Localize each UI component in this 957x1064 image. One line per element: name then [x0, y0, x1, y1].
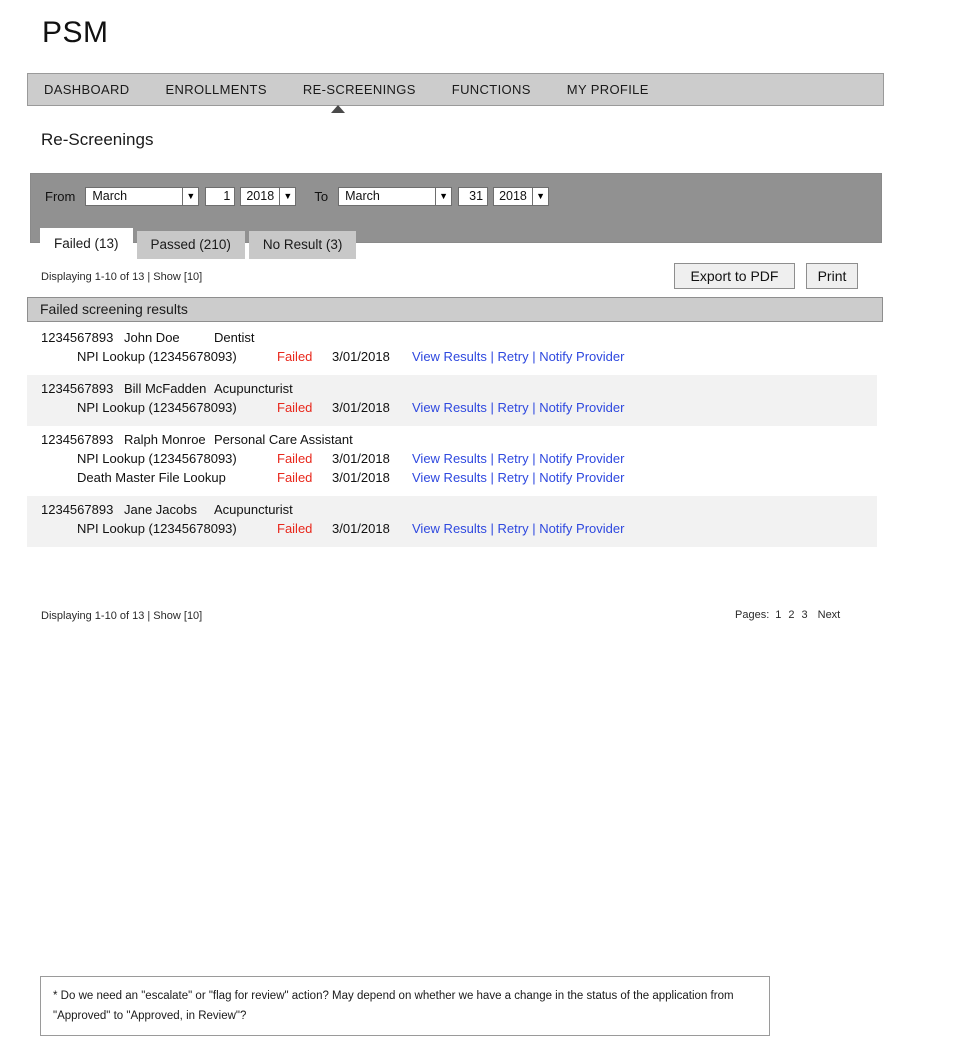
- from-month-value: March: [92, 189, 128, 203]
- link-separator: |: [528, 400, 540, 415]
- result-group: [27, 324, 877, 375]
- main-navigation: [27, 73, 884, 106]
- provider-summary-row: [27, 499, 877, 519]
- provider-type: Dentist: [214, 329, 255, 345]
- view-results-link[interactable]: View Results: [412, 451, 487, 466]
- check-name: NPI Lookup (12345678093): [77, 349, 237, 364]
- pagination-page-3[interactable]: 3: [801, 609, 808, 621]
- row-action-links: [412, 521, 624, 536]
- screening-check-row: [27, 519, 877, 538]
- provider-name: Bill McFadden: [124, 380, 207, 396]
- footnote-line-2: "Approved" to "Approved, in Review"?: [53, 1010, 247, 1022]
- provider-name: Ralph Monroe: [124, 431, 206, 447]
- result-group: [27, 375, 877, 426]
- from-label: From: [45, 188, 76, 204]
- notify-provider-link[interactable]: Notify Provider: [539, 400, 625, 415]
- app-title: PSM: [42, 16, 109, 49]
- provider-summary-row: [27, 327, 877, 347]
- nav-item-dashboard[interactable]: DASHBOARD: [44, 82, 130, 97]
- status-badge: Failed: [277, 521, 313, 536]
- row-action-links: [412, 349, 624, 364]
- link-separator: |: [486, 349, 498, 364]
- status-badge: Failed: [277, 451, 313, 466]
- chevron-down-icon: ▼: [435, 188, 451, 205]
- tab-failed[interactable]: Failed (13): [40, 228, 133, 259]
- check-name: Death Master File Lookup: [77, 470, 226, 485]
- to-year-value: 2018: [499, 189, 527, 203]
- from-day-input[interactable]: [205, 187, 235, 206]
- retry-link[interactable]: Retry: [497, 400, 529, 415]
- chevron-down-icon: ▼: [279, 188, 295, 205]
- nav-item-list: [28, 74, 883, 105]
- check-name: NPI Lookup (12345678093): [77, 400, 237, 415]
- print-button[interactable]: Print: [806, 263, 858, 289]
- status-badge: Failed: [277, 470, 313, 485]
- link-separator: |: [486, 470, 498, 485]
- check-date: 3/01/2018: [332, 400, 390, 415]
- nav-item-my-profile[interactable]: MY PROFILE: [566, 82, 649, 97]
- check-name: NPI Lookup (12345678093): [77, 451, 237, 466]
- record-count-bottom: Displaying 1-10 of 13 | Show [10]: [41, 610, 203, 622]
- retry-link[interactable]: Retry: [497, 451, 529, 466]
- notify-provider-link[interactable]: Notify Provider: [539, 349, 625, 364]
- results-section-header: Failed screening results: [27, 297, 883, 322]
- nav-item-re-screenings[interactable]: RE-SCREENINGS: [302, 82, 416, 97]
- link-separator: |: [528, 451, 540, 466]
- to-year-select[interactable]: [493, 187, 549, 206]
- footnote-box: [40, 976, 770, 1036]
- check-name: NPI Lookup (12345678093): [77, 521, 237, 536]
- screening-check-row: [27, 449, 877, 468]
- provider-name: John Doe: [124, 329, 180, 345]
- provider-type: Personal Care Assistant: [214, 431, 353, 447]
- retry-link[interactable]: Retry: [497, 470, 529, 485]
- provider-type: Acupuncturist: [214, 380, 293, 396]
- to-day-input[interactable]: [458, 187, 488, 206]
- row-action-links: [412, 451, 624, 466]
- result-group: [27, 426, 877, 496]
- pagination: [735, 609, 840, 621]
- provider-type: Acupuncturist: [214, 501, 293, 517]
- pagination-next[interactable]: Next: [817, 609, 841, 621]
- provider-npi: 1234567893: [41, 431, 114, 447]
- check-date: 3/01/2018: [332, 349, 390, 364]
- screening-check-row: [27, 468, 877, 487]
- link-separator: |: [486, 400, 498, 415]
- to-month-select[interactable]: [338, 187, 452, 206]
- results-list: [27, 324, 877, 547]
- provider-summary-row: [27, 378, 877, 398]
- provider-summary-row: [27, 429, 877, 449]
- link-separator: |: [486, 521, 498, 536]
- link-separator: |: [486, 451, 498, 466]
- pagination-page-2[interactable]: 2: [788, 609, 795, 621]
- nav-item-functions[interactable]: FUNCTIONS: [451, 82, 531, 97]
- view-results-link[interactable]: View Results: [412, 349, 487, 364]
- link-separator: |: [528, 349, 540, 364]
- to-month-value: March: [345, 189, 380, 203]
- view-results-link[interactable]: View Results: [412, 521, 487, 536]
- tab-no-result[interactable]: No Result (3): [249, 231, 357, 259]
- result-group: [27, 496, 877, 547]
- chevron-down-icon: ▼: [532, 188, 548, 205]
- row-action-links: [412, 470, 624, 485]
- from-year-select[interactable]: [240, 187, 296, 206]
- pagination-label: Pages:: [735, 609, 770, 621]
- row-action-links: [412, 400, 624, 415]
- screening-check-row: [27, 347, 877, 366]
- from-year-value: 2018: [246, 189, 275, 203]
- provider-npi: 1234567893: [41, 380, 114, 396]
- pagination-page-1[interactable]: 1: [775, 609, 782, 621]
- record-count-top: Displaying 1-10 of 13 | Show [10]: [41, 271, 203, 283]
- result-tabs: [40, 228, 360, 259]
- export-to-pdf-button[interactable]: Export to PDF: [674, 263, 795, 289]
- footnote-line-1: * Do we need an "escalate" or "flag for review" action? May depend on whether we have a change in the status of the application from: [53, 990, 734, 1002]
- notify-provider-link[interactable]: Notify Provider: [539, 470, 625, 485]
- retry-link[interactable]: Retry: [497, 521, 529, 536]
- view-results-link[interactable]: View Results: [412, 470, 487, 485]
- view-results-link[interactable]: View Results: [412, 400, 487, 415]
- chevron-down-icon: ▼: [182, 188, 198, 205]
- notify-provider-link[interactable]: Notify Provider: [539, 521, 625, 536]
- tab-passed[interactable]: Passed (210): [137, 231, 245, 259]
- link-separator: |: [528, 521, 540, 536]
- nav-item-enrollments[interactable]: ENROLLMENTS: [165, 82, 267, 97]
- provider-name: Jane Jacobs: [124, 501, 197, 517]
- check-date: 3/01/2018: [332, 521, 390, 536]
- check-date: 3/01/2018: [332, 470, 390, 485]
- active-tab-caret-icon: [331, 105, 345, 113]
- status-badge: Failed: [277, 400, 313, 415]
- screening-check-row: [27, 398, 877, 417]
- provider-npi: 1234567893: [41, 329, 114, 345]
- retry-link[interactable]: Retry: [497, 349, 529, 364]
- check-date: 3/01/2018: [332, 451, 390, 466]
- from-month-select[interactable]: [85, 187, 199, 206]
- page-title: Re-Screenings: [41, 130, 154, 149]
- date-range-row: [31, 174, 881, 210]
- link-separator: |: [528, 470, 540, 485]
- provider-npi: 1234567893: [41, 501, 114, 517]
- notify-provider-link[interactable]: Notify Provider: [539, 451, 625, 466]
- to-label: To: [314, 188, 329, 204]
- status-badge: Failed: [277, 349, 313, 364]
